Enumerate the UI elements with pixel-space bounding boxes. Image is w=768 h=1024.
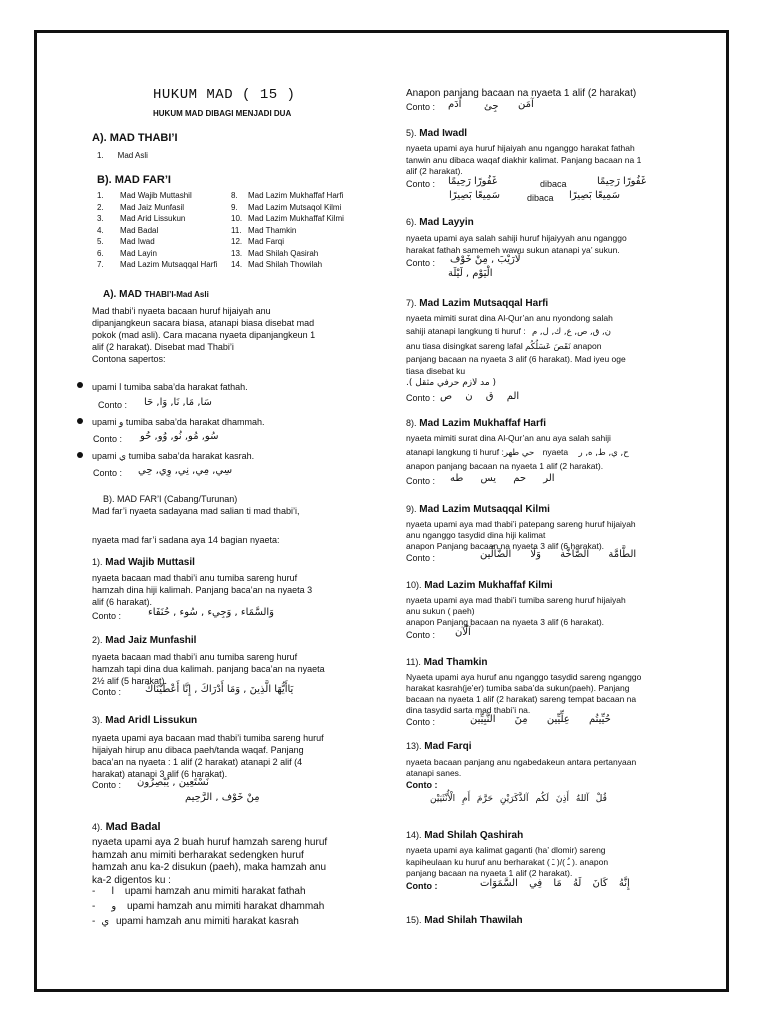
item-body-line: sahiji atanapi langkung ti huruf : ن, ق, ص, ع, ك, ل, م xyxy=(406,326,611,337)
page-title: HUKUM MAD ( 15 ) xyxy=(153,87,296,103)
arabic-example: إِنَّهُ كَانَ لَهُ مَا فِي السَّمَوَات xyxy=(480,878,630,889)
bullet-text: upami ي tumiba saba’da harakat kasrah. xyxy=(92,451,255,461)
arabic-example: الم ق ن ص xyxy=(440,391,520,402)
item-body: nyaeta bacaan panjang anu ngabedakeun antara pertanyaan atanapi sanes. xyxy=(406,757,637,778)
dash-item: - ا upami hamzah anu mimiti harakat fathah xyxy=(92,886,306,897)
arabic-example: لَارَيْبَ , مِنْ خَوْف xyxy=(450,254,521,265)
item-body-line: nyaeta mimiti surat dina Al-Qur’an anu nyondong salah xyxy=(406,313,613,323)
item-heading: 11). Mad Thamkin xyxy=(406,657,488,668)
item-body-line: atanapi langkung ti huruf :حي طهر nyaeta ح, ي, ط, ه, ر xyxy=(406,447,629,458)
arabic-example: آدَم xyxy=(448,99,462,110)
section-b-title: B). MAD FAR’I (Cabang/Turunan) xyxy=(103,494,238,504)
list-item: 2. Mad Jaiz Munfasil xyxy=(97,202,185,212)
item-body-line: panjang bacaan na nyaeta 3 alif (6 harakat). Mad iyeu oge xyxy=(406,354,626,364)
item-heading: 13). Mad Farqi xyxy=(406,741,472,752)
item-body: nyaeta upami aya huruf hijaiyah anu nganggo harakat fathah tanwin anu dibaca waqaf diakhir kalimat. Panjang bacaan na 1 alif (2 harakat). xyxy=(406,143,642,176)
conto-label: Conto : xyxy=(406,780,438,790)
conto-label: Conto : xyxy=(406,102,436,112)
bullet-text: upami و tumiba saba’da harakat dhammah. xyxy=(92,417,265,427)
conto-label: Conto : xyxy=(92,780,122,790)
conto-label: Conto : xyxy=(406,476,436,486)
item-body-line: anapon panjang bacaan na nyaeta 1 alif (2 harakat). xyxy=(406,461,604,471)
item-heading: 7). Mad Lazim Mutsaqqal Harfi xyxy=(406,298,549,309)
item-body: nyaeta bacaan mad thabi’i anu tumiba sareng huruf hamzah dina hiji kalimah. Panjang baca’an na nyaeta 3 alif (6 harakat). xyxy=(92,573,313,607)
item-heading: 5). Mad Iwadl xyxy=(406,128,468,139)
item-body: nyaeta upami aya bacaan mad thabi’i tumiba sareng huruf hijaiyah hirup anu dibaca paeh/tanda waqaf. Panjang baca’an na nyaeta : 1 alif (2 harakat) atanapi 2 alif (4 harakat) atanapi 3 alif (6 harakat). xyxy=(92,733,324,779)
conto-label: Conto : xyxy=(93,468,123,478)
bullet-text: upami ا tumiba saba’da harakat fathah. xyxy=(92,382,248,392)
arabic-example: حُيِّيتُم عِلِّيِّين مِنَ النَّبِيِّين xyxy=(470,714,611,725)
arabic-example: الْيَوْم , لَيْلَة xyxy=(448,268,493,279)
arabic-example: قُلْ آللهُ أَذِنَ لَكُم آلذَّكَرَيْنِ حَرَّمَ أَمِ الْأُنْثَيَيْن xyxy=(430,794,607,804)
item-body: nyaeta upami aya kalimat gaganti (ha’ dlomir) sareng kapiheulaan ku huruf anu berharakat ( ـَ )/( ـُ ). anapon panjang bacaan na nyaeta 1 alif (2 harakat). xyxy=(406,845,609,878)
item-heading: 1). Mad Wajib Muttasil xyxy=(92,557,195,568)
item-body: nyaeta bacaan mad thabi’i anu tumiba sareng huruf hamzah tapi dina dua kalimah. panjang baca’an na nyaeta 2½ alif (5 harakat). xyxy=(92,652,325,686)
arabic-example: وَالسَّمَاء , وَجِيء , سُوء , حُنَفَاء xyxy=(148,607,275,618)
list-item: 9. Mad Lazim Mutsaqol Kilmi xyxy=(231,202,342,212)
conto-label: Conto : xyxy=(406,630,436,640)
section-a-body: Mad thabi’i nyaeta bacaan huruf hijaiyah anu dipanjangkeun sacara biasa, atanapi biasa disebat mad pokok (mad asli). Cara macana nyaeta dipanjangkeun 1 alif (2 harakat). Disebat mad Thabi’i Contona sapertos: xyxy=(92,306,316,364)
dash-item: - ي upami hamzah anu mimiti harakat kasrah xyxy=(92,916,299,927)
bullet-icon xyxy=(77,418,83,424)
arabic-example: جِئ xyxy=(484,101,499,112)
conto-label: Conto : xyxy=(406,393,436,403)
item-heading: 2). Mad Jaiz Munfashil xyxy=(92,635,197,646)
item-body-line: nyaeta mimiti surat dina Al-Qur’an anu aya salah sahiji xyxy=(406,433,611,443)
arabic-example: سِي, مِي, نِي, وِي, حِي xyxy=(138,465,233,476)
list-item: 11. Mad Thamkin xyxy=(231,225,297,235)
list-item: 3. Mad Arid Lissukun xyxy=(97,214,186,223)
list-item: 4. Mad Badal xyxy=(97,225,159,235)
item-heading: 9). Mad Lazim Mutsaqqal Kilmi xyxy=(406,504,550,515)
list-item: 10. Mad Lazim Mukhaffaf Kilmi xyxy=(231,214,344,223)
list-item: 8. Mad Lazim Mukhaffaf Harfi xyxy=(231,191,344,200)
arabic-example: يَاأَيُّهَا الَّذِينَ , وَمَا أَدْرَاكَ , إِنَّا أَعْطَيْنَاكَ xyxy=(145,684,294,695)
conto-label: Conto : xyxy=(406,881,438,891)
item-body: nyaeta upami aya salah sahiji huruf hijaiyyah anu nganggo harakat fathah samemeh wawu sukun atanapi ya’ sukun. xyxy=(406,233,627,255)
item-heading: 14). Mad Shilah Qashirah xyxy=(406,830,524,841)
list-item: 5. Mad Iwad xyxy=(97,237,155,246)
bullet-icon xyxy=(77,382,83,388)
conto-label: Conto : xyxy=(92,611,122,621)
item-body: nyaeta upami aya mad thabi’i tumiba sareng huruf hijaiyah anu sukun ( paeh) anapon Panjang bacaan na nyaeta 3 alif (6 harakat). xyxy=(406,595,626,627)
conto-label: Conto : xyxy=(406,179,436,189)
section-a-title: A). MAD THABI’I-Mad Asli xyxy=(103,289,209,300)
item-body: Nyaeta upami aya huruf anu nganggo tasydid sareng nganggo harakat kasrah(je’er) tumiba saba’da sukun(paeh). Panjang bacaan na nyaeta 1 alif (2 harakat) sareng tempat bacaan na dina tasydid sarta mad thabi’i na. xyxy=(406,672,642,715)
mad-fari-heading: B). MAD FAR’I xyxy=(97,174,171,186)
arabic-example: آلْآن xyxy=(455,627,471,638)
dibaca-label: dibaca xyxy=(527,193,554,203)
section-b-count: nyaeta mad far’i sadana aya 14 bagian nyaeta: xyxy=(92,535,280,545)
conto-label: Conto : xyxy=(406,258,436,268)
arabic-example: سَمِيعًا بَصِيرًا xyxy=(569,190,620,201)
item-heading: 4). Mad Badal xyxy=(92,821,161,833)
item-body-line: anu tiasa disingkat sareng lafal نَقَصَ عَسَلُكُم anapon xyxy=(406,341,602,352)
item-body-line: tiasa disebat ku xyxy=(406,366,466,376)
intro-line: Anapon panjang bacaan na nyaeta 1 alif (2 harakat) xyxy=(406,88,637,99)
conto-label: Conto : xyxy=(98,400,128,410)
item-body: nyaeta upami aya 2 buah huruf hamzah sareng huruf hamzah anu mimiti berharakat sedengken huruf hamzah anu ka-2 disukun (paeh), maka hamzah anu ka-2 digentos ku : xyxy=(92,837,328,886)
dibaca-label: dibaca xyxy=(540,179,567,189)
conto-label: Conto : xyxy=(92,687,122,697)
conto-label: Conto : xyxy=(93,434,123,444)
fari-list-col1 xyxy=(97,190,218,271)
bullet-icon xyxy=(77,452,83,458)
arabic-example: مِنْ خَوْف , الرَّحِيم xyxy=(185,792,260,803)
list-item: 6. Mad Layin xyxy=(97,248,157,258)
item-heading: 6). Mad Layyin xyxy=(406,217,474,228)
page-subtitle: HUKUM MAD DIBAGI MENJADI DUA xyxy=(153,109,292,118)
arabic-example: غَفُورًا رَحِيمًا xyxy=(448,176,498,187)
arabic-example: نَسْتَعِين , يُبْصِرُون xyxy=(137,777,209,788)
item-heading: 3). Mad Aridl Lissukun xyxy=(92,715,198,726)
list-item: 13. Mad Shilah Qasirah xyxy=(231,248,319,258)
dash-item: - و upami hamzah anu mimiti harakat dhammah xyxy=(92,901,325,912)
arabic-example: الر حم يس طه xyxy=(450,473,555,484)
list-item: 7. Mad Lazim Mutsaqqal Harfi xyxy=(97,260,218,269)
list-item: 1. Mad Wajib Muttashil xyxy=(97,191,192,200)
section-b-body: Mad far’i nyaeta sadayana mad salian ti mad thabi’i, xyxy=(92,506,300,516)
item-heading: 8). Mad Lazim Mukhaffaf Harfi xyxy=(406,418,546,429)
conto-label: Conto : xyxy=(406,717,436,727)
arabic-example: سُو, مُو, نُو, وُو, حُو xyxy=(140,431,219,442)
list-item: 14. Mad Shilah Thowilah xyxy=(231,260,323,269)
fari-list-col2 xyxy=(231,190,344,271)
arabic-example: سَمِيعًا بَصِيرًا xyxy=(449,190,500,201)
list-item: 1. Mad Asli xyxy=(97,151,148,160)
arabic-example: سَا, مَا, نَا, وَا, حَا xyxy=(144,397,212,408)
arabic-example: الطَّامَّة الصَّاخَّة وَلَا الضَّالِّين xyxy=(480,549,637,560)
arabic-example: غَفُورًا رَحِيمًا xyxy=(597,176,647,187)
item-heading: 10). Mad Lazim Mukhaffaf Kilmi xyxy=(406,580,553,591)
arabic-example: ( مد لازم حرفي مثقل ). xyxy=(406,378,497,388)
item-heading: 15). Mad Shilah Thawilah xyxy=(406,915,523,926)
item-body: nyaeta upami aya mad thabi’i patepang sareng huruf hijaiyah anu nganggo tasydid dina hiji kalimat anapon Panjang bacaan na nyaeta 3 alif (6 harakat). xyxy=(406,519,636,551)
arabic-example: آمَن xyxy=(518,99,534,110)
mad-thabii-heading: A). MAD THABI’I xyxy=(92,132,178,144)
list-item: 12. Mad Farqi xyxy=(231,237,285,246)
conto-label: Conto : xyxy=(406,553,436,563)
